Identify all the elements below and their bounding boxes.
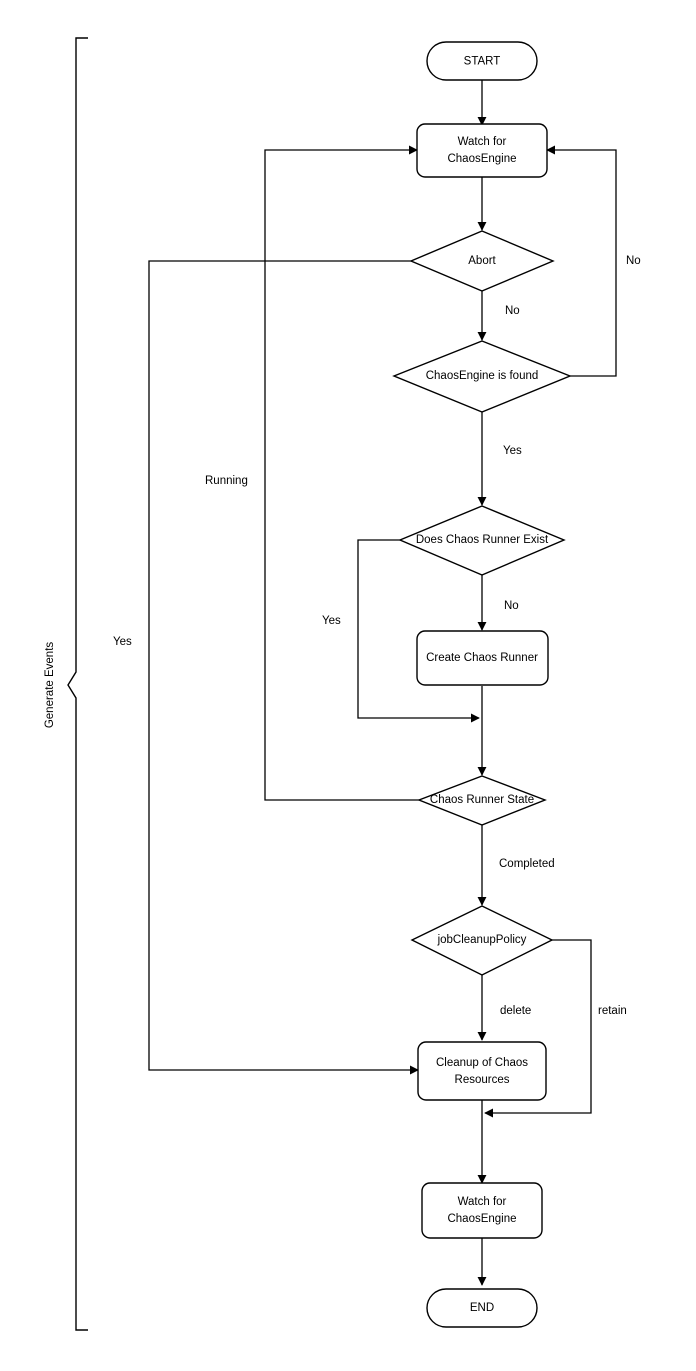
node-watch-for-chaosengine-1[interactable] [417,124,547,177]
node-cleanup-of-chaos-resources-line2: Resources [454,1074,510,1087]
node-end-label: END [469,1302,495,1315]
node-does-chaos-runner-exist-label: Does Chaos Runner Exist [415,534,549,547]
edge-state-running-to-watch1 [265,150,419,800]
generate-events-bracket [68,38,88,1330]
node-watch-for-chaosengine-1-line1: Watch for [457,136,507,149]
edge-label-state-completed: Completed [499,858,555,871]
edge-label-runner-exist-no: No [504,600,519,613]
node-chaosengine-is-found-label: ChaosEngine is found [425,370,539,383]
edge-label-found-no: No [626,255,641,268]
node-create-chaos-runner-label: Create Chaos Runner [426,652,538,665]
node-start-label: START [463,55,501,68]
node-cleanup-of-chaos-resources[interactable] [418,1042,546,1100]
edge-label-abort-yes: Yes [113,636,132,649]
node-watch-for-chaosengine-2-line1: Watch for [457,1196,507,1209]
node-chaos-runner-state-label: Chaos Runner State [429,794,535,807]
edge-found-no-to-watch1 [547,150,616,376]
edge-label-found-yes: Yes [503,445,522,458]
node-jobcleanuppolicy-label: jobCleanupPolicy [437,934,527,947]
edge-label-state-running: Running [205,475,248,488]
node-cleanup-of-chaos-resources-line1: Cleanup of Chaos [435,1057,529,1070]
edge-label-policy-delete: delete [500,1005,532,1018]
node-abort-label: Abort [468,255,496,268]
generate-events-label: Generate Events [44,641,57,729]
edge-label-policy-retain: retain [598,1005,627,1018]
node-watch-for-chaosengine-2-line2: ChaosEngine [447,1213,517,1226]
edge-label-runner-exist-yes: Yes [322,615,341,628]
node-watch-for-chaosengine-2[interactable] [422,1183,542,1238]
edge-label-abort-no: No [505,305,520,318]
edge-abort-yes-to-cleanup [149,261,421,1070]
node-watch-for-chaosengine-1-line2: ChaosEngine [447,153,517,166]
